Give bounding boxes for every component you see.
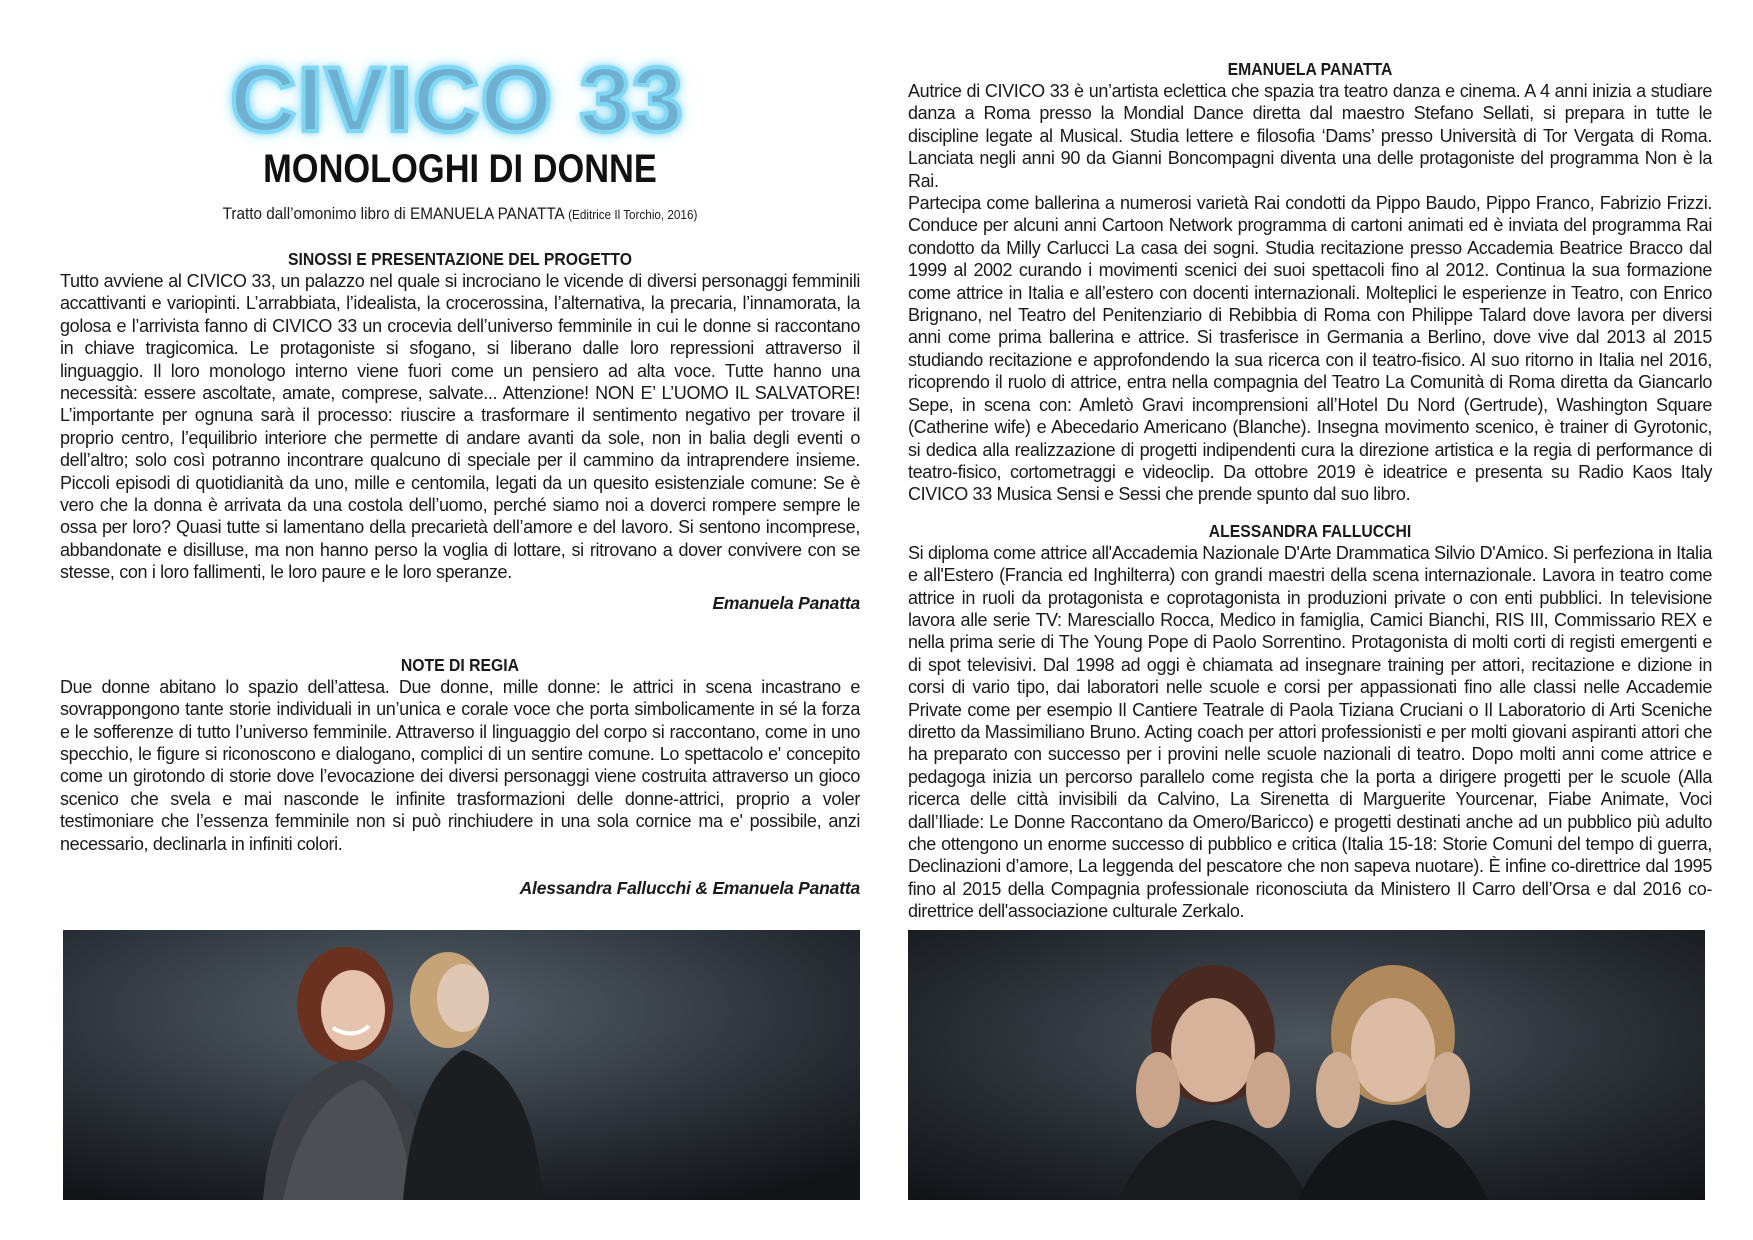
- signature-regia: Alessandra Fallucchi & Emanuela Panatta: [519, 877, 860, 898]
- section-text-sinossi: Tutto avviene al CIVICO 33, un palazzo nel quale si incrociano le vicende di diversi personaggi femminili accattivanti e variopinti. L’arrabbiata, l’idealista, la crocerossina, l’alternativa, la precaria, l’innamorata, la golosa e l’arrivista fanno di CIVICO 33 un crocevia dell’universo femminile in cui le donne si raccontano in chiave tragicomica. Le protagoniste si sfogano, si liberano dalle loro repressioni attraverso il linguaggio. Il loro monologo interno viene fuori come un pensiero ad alta voce. Tutte hanno una necessità: essere ascoltate, amate, comprese, salvate... Attenzione! NON E’ L’UOMO IL SALVATORE! L’importante per ognuna sarà il processo: riuscire a trasformare il sentimento negativo per trovare il proprio centro, l’equilibrio interiore che permette di andare avanti da sole, non in balia degli eventi o dell’altro; solo così potranno incontrare qualcuno di speciale per il cammino da intraprendere insieme. Piccoli episodi di quotidianità da uno, mille e centomila, legati da un quesito esistenziale comune: Se è vero che la donna è arrivata da una costola dell’uomo, perché siamo noi a doverci rompere sempre le ossa per loro? Quasi tutte si lamentano della precarietà dell’amore e del lavoro. Si sentono incomprese, abbandonate e disilluse, ma non hanno perso la voglia di lottare, si ritrovano a dover convivere con se stesse, con i loro fallimenti, le loro paure e le loro speranze.: [60, 271, 860, 583]
- photo-right-illustration: [908, 930, 1705, 1200]
- right-column: [908, 58, 1712, 923]
- section-text-regia: Due donne abitano lo spazio dell’attesa. Due donne, mille donne: le attrici in scena incastrano e sovrappongono tante storie individuali in un’unica e corale voce che porta simbolicamente in sé la forza e le sofferenze di tutto l’universo femminile. Attraverso il linguaggio del corpo si raccontano, come in uno specchio, le figure si riconoscono e dialogano, complici di un sentire comune. Lo spettacolo e' concepito come un girotondo di storie dove l’evocazione dei diversi personaggi viene costruita attraverso un gioco scenico che svela e mai nasconde le infinite trasformazioni delle donne-attrici, proprio a voler testimoniare che l’essenza femminile non si può rinchiudere in una sola cornice ma e' possibile, anzi necessario, declinarla in infiniti colori.: [60, 676, 860, 854]
- photo-left-illustration: [63, 930, 860, 1200]
- logo-title: CIVICO 33: [230, 49, 684, 151]
- source-line: [100, 204, 820, 224]
- bio-text-fallucchi: Si diploma come attrice all'Accademia Nazionale D'Arte Drammatica Silvio D'Amico. Si perfeziona in Italia e all'Estero (Francia ed Inghilterra) con grandi maestri della scena internazionale. Lavora in teatro come attrice in ruoli da protagonista e coprotagonista in produzioni private o con enti pubblici. In televisione lavora alle serie TV: Maresciallo Rocca, Medico in famiglia, Camici Bianchi, RIS III, Commissario REX e nella prima serie di The Young Pope di Paolo Sorrentino. Protagonista di molti corti di registi emergenti e di spot televisivi. Dal 1998 ad oggi è chiamata ad insegnare training per attori, recitazione e dizione in corsi di vario tipo, dai laboratori nelle scuole e corsi per appassionati fino alle classi nelle Accademie Private come per esempio Il Cantiere Teatrale di Paola Tiziana Cruciani o Il Laboratorio di Arti Sceniche diretto da Massimiliano Bruno. Acting coach per attori professionisti e per molti giovani aspiranti attori che ha preparato con successo per i provini nelle scuole nazionali di teatro. Dopo molti anni come attrice e pedagoga inizia un percorso parallelo come regista che la porta a dirigere progetti per le scuole (Alla ricerca delle città invisibili da Calvino, La Sirenetta di Marguerite Yourcenar, Fiabe Animate, Voci dall’Iliade: Le Donne Raccontano da Omero/Baricco) e progetti destinati anche ad un pubblico più adulto che ottengono un enorme successo di pubblico e critica (Italia 15-18: Storie Comuni del tempo di guerra, Declinazioni d’amore, La leggenda del pescatore che non sapeva nuotare). È infine co-direttrice dal 1995 fino al 2015 della Compagnia professionale riconosciuta da Ministero Il Carro dell’Orsa e dal 2016 co-direttrice dell'associazione culturale Zerkalo.: [908, 542, 1712, 922]
- section-heading-sinossi: SINOSSI E PRESENTAZIONE DEL PROGETTO: [288, 249, 632, 269]
- bio-heading-panatta: EMANUELA PANATTA: [1227, 59, 1393, 79]
- signature-sinossi: Emanuela Panatta: [712, 592, 860, 613]
- left-column: [60, 49, 860, 899]
- bio-heading-fallucchi: ALESSANDRA FALLUCCHI: [1208, 520, 1412, 541]
- bio-text-panatta-2: Partecipa come ballerina a numerosi varietà Rai condotti da Pippo Baudo, Pippo Franco, Fabrizio Frizzi. Conduce per alcuni anni Cartoon Network programma di cartoni animati ed è inviata del programma Rai condotto da Milly Carlucci La casa dei sogni. Studia recitazione presso Accademia Beatrice Bracco dal 1999 al 2002 curando i movimenti scenici dei suoi spettacoli fino al 2012. Continua la sua formazione come attrice in Italia e all’estero con docenti internazionali. Molteplici le esperienze in Teatro, con Enrico Brignano, nel Teatro del Penitenziario di Rebibbia di Roma con Philippe Talard dove lavora per diversi anni come prima ballerina e attrice. Si trasferisce in Germania a Berlino, dove vive dal 2013 al 2015 studiando recitazione e approfondendo la sua ricerca con il teatro-fisico. Al suo ritorno in Italia nel 2016, ricoprendo il ruolo di attrice, entra nella compagnia del Teatro La Comunità di Roma diretta da Giancarlo Sepe, in scena con: Amletò Gravi incomprensioni all’Hotel Du Nord (Gertrude), Washington Square (Catherine wife) e Abecedario Americano (Blanche). Insegna movimento scenico, è trainer di Gyrotonic, si dedica alla realizzazione di progetti indipendenti cura la direzione artistica e la regia di performance di teatro-fisico, cortometraggi e videoclip. Da ottobre 2019 è ideatrice e presenta su Radio Kaos Italy CIVICO 33 Musica Sensi e Sessi che prende spunto dal suo libro.: [908, 193, 1712, 505]
- photo-left: [63, 930, 860, 1200]
- subtitle: MONOLOGHI DI DONNE: [263, 147, 657, 191]
- source-publisher: (Editrice Il Torchio, 2016): [568, 207, 698, 222]
- photo-right: [908, 930, 1705, 1200]
- section-heading-regia: NOTE DI REGIA: [400, 654, 520, 675]
- bio-text-panatta-1: Autrice di CIVICO 33 è un’artista eclettica che spazia tra teatro danza e cinema. A 4 anni inizia a studiare danza a Roma presso la Mondial Dance diretta dal maestro Stefano Sellati, si prepara in tutte le discipline legate al Musical. Studia lettere e filosofia ‘Dams’ presso Università di Tor Vergata di Roma. Lanciata negli anni 90 da Gianni Boncompagni diventa una delle protagoniste del programma Non è la Rai.: [908, 81, 1712, 191]
- source-text: Tratto dall’omonimo libro di EMANUELA PANATTA: [222, 204, 564, 223]
